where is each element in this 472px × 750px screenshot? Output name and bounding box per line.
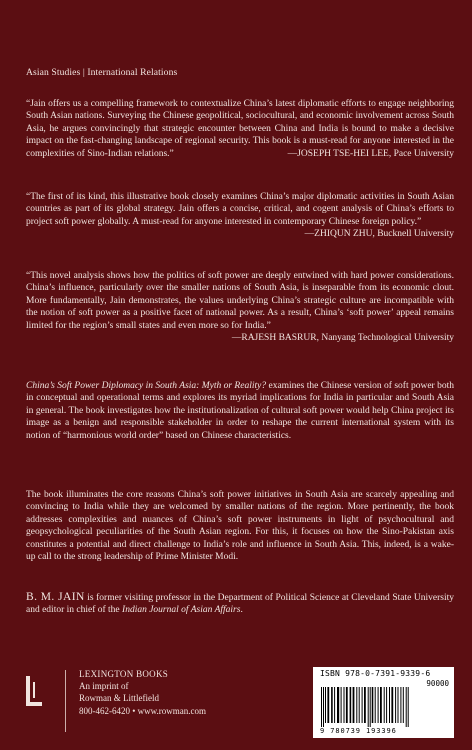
- barcode-bar: [362, 687, 363, 723]
- publisher-block: [24, 666, 274, 741]
- barcode-bar: [384, 687, 385, 723]
- barcode-bar: [325, 687, 326, 723]
- book-title: China’s Soft Power Diplomacy in South Asia: Myth or Reality?: [26, 381, 267, 391]
- bio-text: is former visiting professor in the Department of Political Science at Cleveland State University and editor in chief of the: [26, 593, 454, 616]
- barcode-bar: [386, 687, 387, 723]
- series-label: Asian Studies | International Relations: [26, 67, 178, 78]
- barcode-bar: [398, 687, 399, 723]
- barcode-bar: [380, 687, 382, 723]
- blurb-attribution: —RAJESH BASRUR, Nanyang Technological University: [231, 333, 454, 344]
- publisher-contact: 800-462-6420 • www.rowman.com: [79, 705, 207, 716]
- barcode-guard-bar: [321, 687, 322, 727]
- barcode-bar: [341, 687, 342, 723]
- barcode-bar: [359, 687, 360, 723]
- blurb-attribution: —JOSEPH TSE-HEI LEE, Pace University: [287, 148, 454, 159]
- bio-text-end: .: [240, 605, 243, 616]
- publisher-info: [79, 668, 206, 717]
- blurb-text: “The first of its kind, this illustrative book closely examines China’s major diplomatic activities in South Asian countries as part of its global strategy. Jain offers a concise, critical, and cogent analysis of China’s efforts to project soft power globally. A must-read for anyone interested in contemporary Chinese foreign policy.”: [26, 192, 454, 227]
- blurb-basrur: [26, 270, 454, 344]
- author-name: B. M. JAIN: [26, 591, 85, 603]
- barcode-guard-bar: [406, 687, 407, 727]
- barcode-bar: [395, 687, 396, 723]
- barcode-guard-bar: [323, 687, 324, 727]
- blurb-text: “This novel analysis shows how the politics of soft power are deeply entwined with hard power considerations. China’s influence, particularly over the smaller nations of South Asia, is inseparable from its economic clout. More fundamentally, Jain demonstrates, the values underlying China’s strategic culture are incompatible with the notion of soft power as a positive facet of national power. As a result, China’s ‘soft power’ appeal remains limited for the region’s small states and even more so for India.”: [26, 271, 454, 331]
- barcode-bar: [400, 687, 401, 723]
- blurb-lee: [26, 98, 454, 160]
- parent-publisher: Rowman & Littlefield: [79, 693, 159, 704]
- imprint-line: An imprint of: [79, 681, 129, 692]
- barcode-guard-bar: [408, 687, 409, 727]
- barcode-bar: [372, 687, 374, 723]
- barcode-bar: [391, 687, 393, 723]
- barcode-bar: [350, 687, 352, 723]
- lexington-logo-icon: [24, 676, 44, 708]
- barcode-bar: [364, 687, 366, 723]
- barcode-bar: [389, 687, 390, 723]
- barcode-bar: [331, 687, 333, 723]
- blurb-zhu: [26, 191, 454, 241]
- barcode-bar: [344, 687, 345, 723]
- author-bio: [26, 591, 454, 617]
- barcode-bar: [327, 687, 329, 723]
- isbn-barcode: [313, 667, 454, 738]
- blurb-text: “Jain offers us a compelling framework to contextualize China’s latest diplomatic efforts to engage neighboring South Asian nations. Surveying the Chinese geopolitical, sociocultural, and economic involvement across South Asia, he argues convincingly that strategic encounter between China and India is bound to make a decisive impact on the fast-changing landscape of regional security. This book is a must-read for anyone interested in the complexities of Sino-Indian relations.”: [26, 99, 454, 159]
- publisher-divider: [65, 670, 66, 732]
- isbn-label: ISBN 978-0-7391-9339-6: [320, 669, 431, 678]
- barcode-bar: [378, 687, 379, 723]
- barcode-number: 9 780739 193396: [320, 727, 397, 735]
- barcode-bar: [346, 687, 348, 723]
- barcode-bar: [375, 687, 376, 723]
- price-code: 90000: [426, 679, 449, 688]
- description-paragraph-2: The book illuminates the core reasons China’s soft power initiatives in South Asia are scarcely appealing and convincing to India while they are welcomed by smaller nations of the region. More pertinently, the book addresses complexities and nuances of China’s soft power instruments in light of psychocultural and geopsychological peculiarities of the South Asian region. For this, it focuses on how the Sino-Pakistan axis constitutes a potential and direct challenge to India’s role and influence in South Asia. This, indeed, is a wake-up call to the strong leadership of Prime Minister Modi.: [26, 490, 454, 563]
- journal-name: Indian Journal of Asian Affairs: [122, 605, 241, 616]
- description-paragraph-1: [26, 380, 454, 442]
- description-text: examines the Chinese version of soft power both in conceptual and operational terms and explores its myriad implications for India in particular and South Asia in general. The book investigates how the institutionalization of cultural soft power would help China project its image as a benign and responsible stakeholder in order to reshape the current international system with its notion of “harmonious world order” based on Chinese characteristics.: [26, 381, 454, 441]
- barcode-bar: [334, 687, 335, 723]
- barcode-bar: [356, 687, 357, 723]
- blurb-attribution: —ZHIQUN ZHU, Bucknell University: [304, 229, 454, 240]
- publisher-name: LEXINGTON BOOKS: [79, 669, 169, 679]
- barcode-bar: [403, 687, 404, 723]
- barcode-bar: [337, 687, 339, 723]
- barcode-guard-bar: [370, 687, 371, 727]
- barcode-guard-bar: [368, 687, 369, 727]
- barcode-bar: [353, 687, 355, 723]
- barcode-bars: [319, 687, 449, 727]
